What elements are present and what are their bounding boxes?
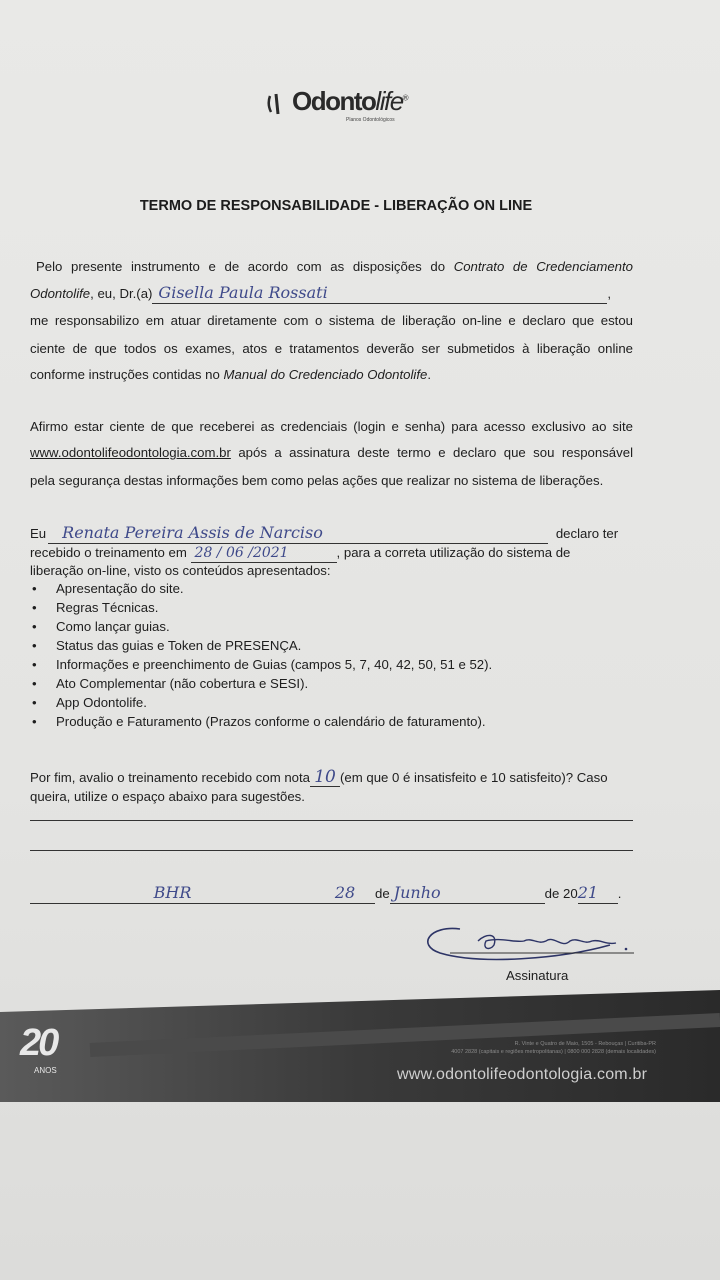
para2-line3: pela segurança destas informações bem como pelas ações que realizar no sistema de liberações. [30, 473, 604, 488]
list-item [32, 618, 170, 636]
list-item-text: Apresentação do site. [56, 581, 184, 596]
logo-registered-mark: ® [402, 93, 408, 103]
twenty-years-badge: 20 [20, 1022, 57, 1064]
trainee-name-handwritten: Renata Pereira Assis de Narciso [62, 523, 323, 542]
para1-line2 [30, 284, 633, 304]
rating-score-handwritten: 10 [310, 768, 340, 787]
para3-line1 [30, 524, 633, 544]
logo-odonto-text: Odonto [292, 86, 376, 116]
para3-line2 [30, 544, 633, 563]
odontolife-name: Odontolife [30, 286, 91, 301]
city-field [30, 884, 315, 904]
year-field [578, 884, 618, 904]
bullet-icon: • [32, 619, 37, 634]
dentist-name-field [152, 284, 607, 304]
bullet-icon: • [32, 714, 37, 729]
logo-life-text: life [375, 86, 403, 116]
para1-text: conforme instruções contidas no [30, 367, 220, 382]
rating-line1 [30, 768, 633, 787]
list-item [32, 580, 184, 598]
logo-wordmark [292, 86, 407, 117]
para2-line1: Afirmo estar ciente de que receberei as credenciais (login e senha) para acesso exclusivo ao site [30, 419, 633, 434]
list-item [32, 599, 158, 617]
rating-text: Por fim, avalio o treinamento recebido com nota [30, 770, 311, 785]
list-item-text: App Odontolife. [56, 695, 147, 710]
para1-line4: ciente de que todos os exames, atos e tratamentos deverão ser submetidos à liberação online [30, 341, 633, 356]
signature-scribble [420, 915, 640, 965]
list-item [32, 713, 486, 731]
bullet-icon: • [32, 695, 37, 710]
month-handwritten: Junho [393, 883, 441, 902]
de-label: de [375, 886, 390, 901]
eu-label: Eu [30, 526, 47, 541]
footer-address-line2: 4007 2828 (capitais e regiões metropolitanas) | 0800 000 2828 (demais localidades) [451, 1049, 656, 1055]
declaro-text: declaro ter [555, 526, 619, 541]
para1-line1 [30, 258, 633, 276]
bullet-icon: • [32, 600, 37, 615]
list-item-text: Ato Complementar (não cobertura e SESI). [56, 676, 309, 691]
training-date-handwritten: 28 / 06 /2021 [191, 544, 337, 563]
para1-line3: me responsabilizo em atuar diretamente com o sistema de liberação on-line e declaro que estou [30, 313, 633, 328]
period: . [617, 886, 622, 901]
training-label: recebido o treinamento em [30, 545, 187, 560]
day-field [315, 884, 375, 904]
signature-label: Assinatura [506, 968, 569, 983]
bullet-icon: • [32, 638, 37, 653]
logo-subtitle: Planos Odontológicos [346, 117, 395, 123]
list-item-text: Informações e preenchimento de Guias (campos 5, 7, 40, 42, 50, 51 e 52). [56, 657, 493, 672]
contract-title: Contrato de Credenciamento [453, 259, 633, 274]
site-link[interactable]: www.odontolifeodontologia.com.br [30, 445, 231, 460]
bullet-icon: • [32, 676, 37, 691]
list-item-text: Regras Técnicas. [56, 600, 159, 615]
suggestion-line-1[interactable] [30, 820, 633, 821]
list-item [32, 694, 147, 712]
period: . [427, 367, 432, 382]
footer-address [356, 1040, 656, 1056]
dr-label: , eu, Dr.(a) [90, 286, 153, 301]
training-text: , para a correta utilização do sistema de [336, 545, 571, 560]
manual-title: Manual do Credenciado Odontolife [223, 367, 428, 382]
para2-text: após a assinatura deste termo e declaro que sou responsável [238, 445, 633, 460]
bullet-icon: • [32, 657, 37, 672]
year-prefix: de 20 [544, 886, 578, 901]
list-item [32, 656, 492, 674]
trainee-name-field [48, 524, 548, 544]
para1-text: Pelo presente instrumento e de acordo com as disposições do [36, 259, 446, 274]
para3-line3: liberação on-line, visto os conteúdos apresentados: [30, 563, 331, 578]
comma: , [607, 286, 612, 301]
bullet-icon: • [32, 581, 37, 596]
footer-url[interactable]: www.odontolifeodontologia.com.br [397, 1066, 648, 1083]
list-item-text: Como lançar guias. [56, 619, 170, 634]
city-handwritten: BHR [153, 883, 192, 902]
dentist-name-handwritten: Gisella Paula Rossati [158, 283, 328, 302]
list-item [32, 637, 301, 655]
document-title: TERMO DE RESPONSABILIDADE - LIBERAÇÃO ON LINE [139, 198, 533, 214]
para1-line5 [30, 366, 633, 384]
para2-line2 [30, 444, 633, 462]
list-item-text: Produção e Faturamento (Prazos conforme o calendário de faturamento). [56, 714, 486, 729]
list-item [32, 675, 308, 693]
odontolife-logo [266, 86, 416, 130]
signature [420, 915, 640, 965]
suggestion-line-2[interactable] [30, 850, 633, 851]
day-handwritten: 28 [334, 883, 356, 902]
date-line [30, 884, 633, 904]
rating-scale-text: (em que 0 é insatisfeito e 10 satisfeito)? Caso [340, 770, 608, 785]
tooth-logo-icon [266, 92, 288, 116]
list-item-text: Status das guias e Token de PRESENÇA. [56, 638, 302, 653]
anos-label: ANOS [34, 1066, 57, 1075]
month-field [390, 884, 545, 904]
year-handwritten: 21 [577, 883, 599, 902]
rating-line2: queira, utilize o espaço abaixo para sugestões. [30, 789, 305, 804]
footer-address-line1: R. Vinte e Quatro de Maio, 1505 - Rebouças | Curitiba-PR [514, 1041, 656, 1047]
